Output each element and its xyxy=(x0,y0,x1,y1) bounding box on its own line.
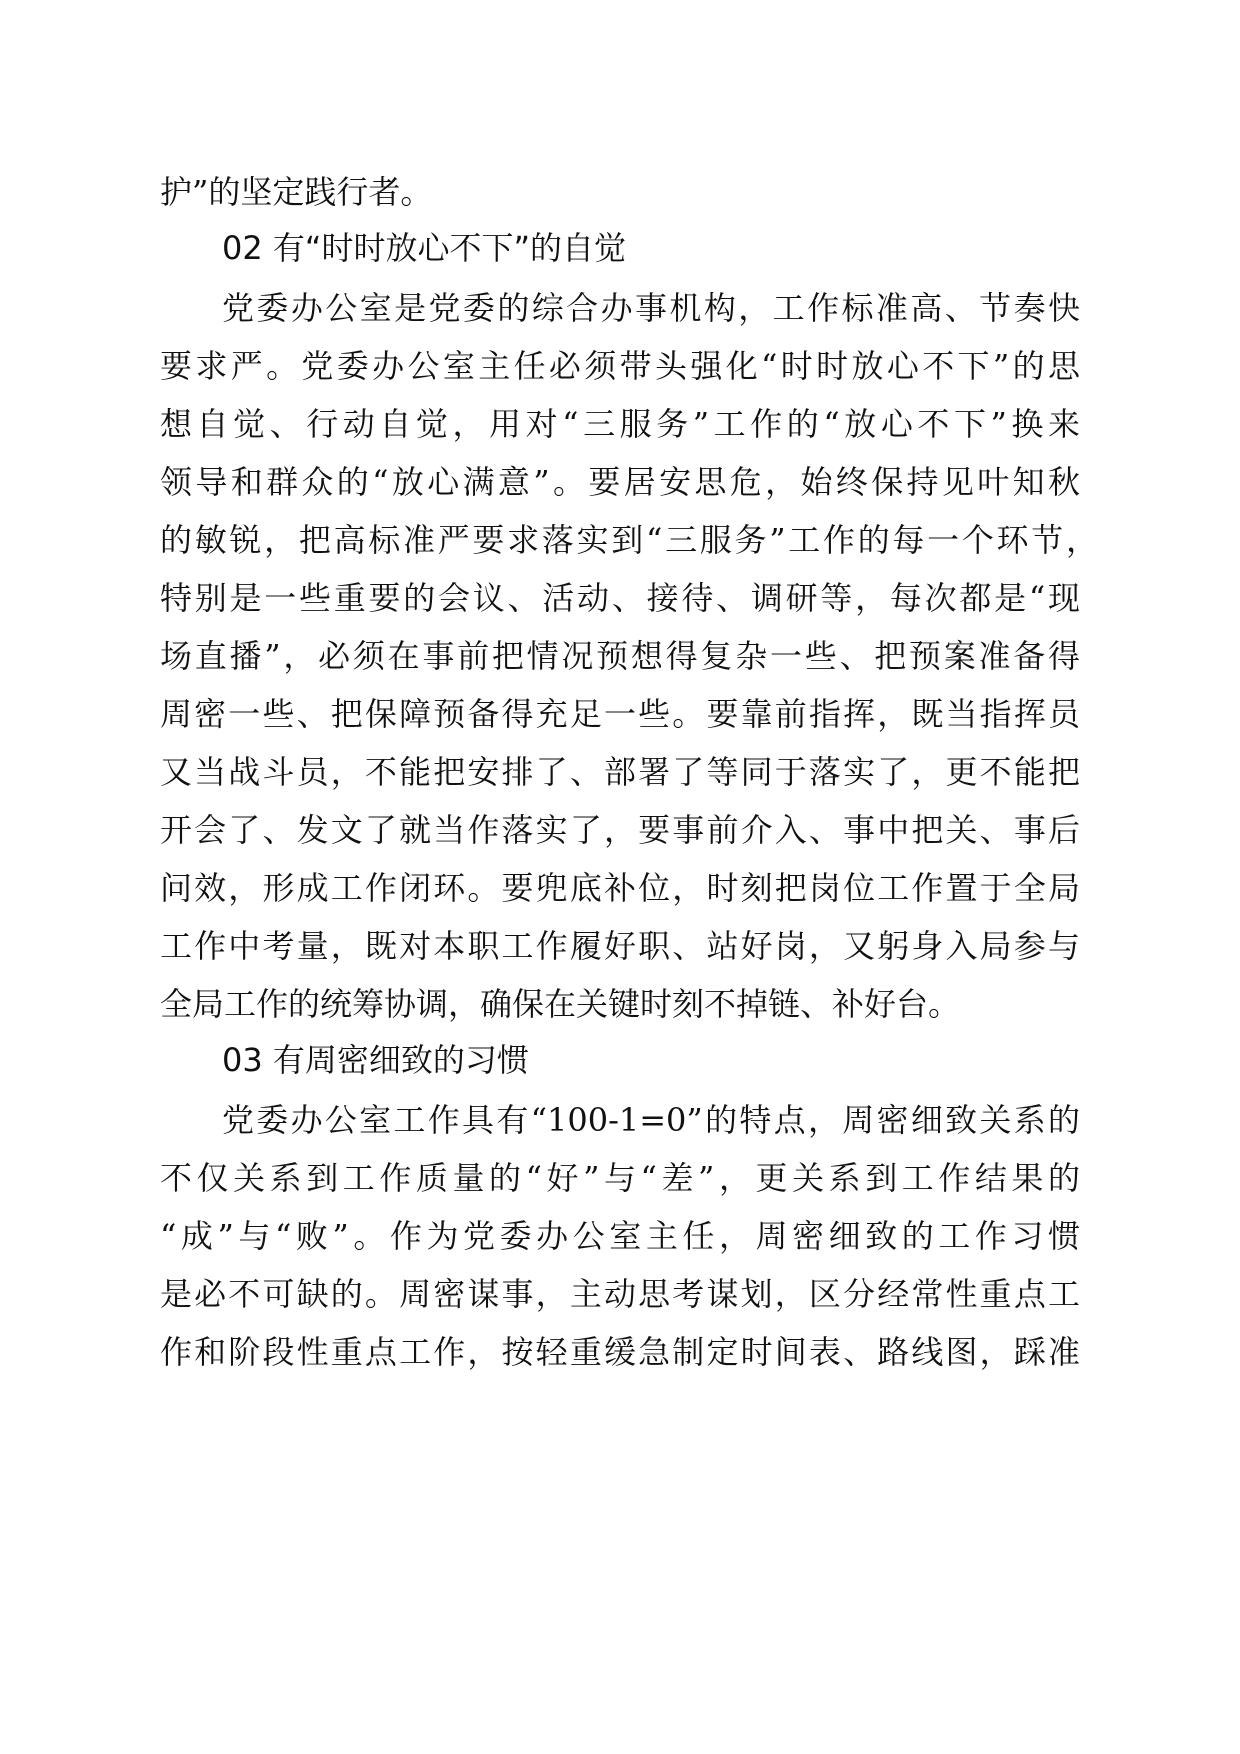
section-02-line-2: 要求严。党委办公室主任必须带头强化“时时放心不下”的思 xyxy=(160,347,1080,385)
section-02-line-13: 全局工作的统筹协调，确保在关键时刻不掉链、补好台。 xyxy=(160,985,961,1023)
section-02-line-4: 领导和群众的“放心满意”。要居安思危，始终保持见叶知秋 xyxy=(160,463,1080,501)
section-03-line-2: 不仅关系到工作质量的“好”与“差”，更关系到工作结果的 xyxy=(160,1159,1080,1197)
section-03-line-1: 党委办公室工作具有“100-1=0”的特点，周密细致关系的 xyxy=(222,1101,1080,1139)
section-03-line-5: 作和阶段性重点工作，按轻重缓急制定时间表、路线图，踩准 xyxy=(160,1333,1080,1371)
section-02-heading: 02 有“时时放心不下”的自觉 xyxy=(222,229,627,267)
section-02-line-9: 又当战斗员，不能把安排了、部署了等同于落实了，更不能把 xyxy=(160,753,1080,791)
top-fragment-line: 护”的坚定践行者。 xyxy=(160,173,433,211)
section-03-line-3: “成”与“败”。作为党委办公室主任，周密细致的工作习惯 xyxy=(160,1217,1080,1255)
section-02-line-12: 工作中考量，既对本职工作履好职、站好岗，又躬身入局参与 xyxy=(160,927,1080,965)
section-03-heading: 03 有周密细致的习惯 xyxy=(222,1041,529,1079)
section-02-line-3: 想自觉、行动自觉，用对“三服务”工作的“放心不下”换来 xyxy=(160,405,1080,443)
section-03-line-4: 是必不可缺的。周密谋事，主动思考谋划，区分经常性重点工 xyxy=(160,1275,1080,1313)
section-02-line-8: 周密一些、把保障预备得充足一些。要靠前指挥，既当指挥员 xyxy=(160,695,1080,733)
section-02-line-11: 问效，形成工作闭环。要兜底补位，时刻把岗位工作置于全局 xyxy=(160,869,1080,907)
section-02-line-7: 场直播”，必须在事前把情况预想得复杂一些、把预案准备得 xyxy=(160,637,1080,675)
section-02-line-6: 特别是一些重要的会议、活动、接待、调研等，每次都是“现 xyxy=(160,579,1080,617)
section-02-line-1: 党委办公室是党委的综合办事机构，工作标准高、节奏快 xyxy=(222,289,1080,327)
section-02-line-10: 开会了、发文了就当作落实了，要事前介入、事中把关、事后 xyxy=(160,811,1080,849)
section-02-line-5: 的敏锐，把高标准严要求落实到“三服务”工作的每一个环节， xyxy=(160,521,1098,559)
